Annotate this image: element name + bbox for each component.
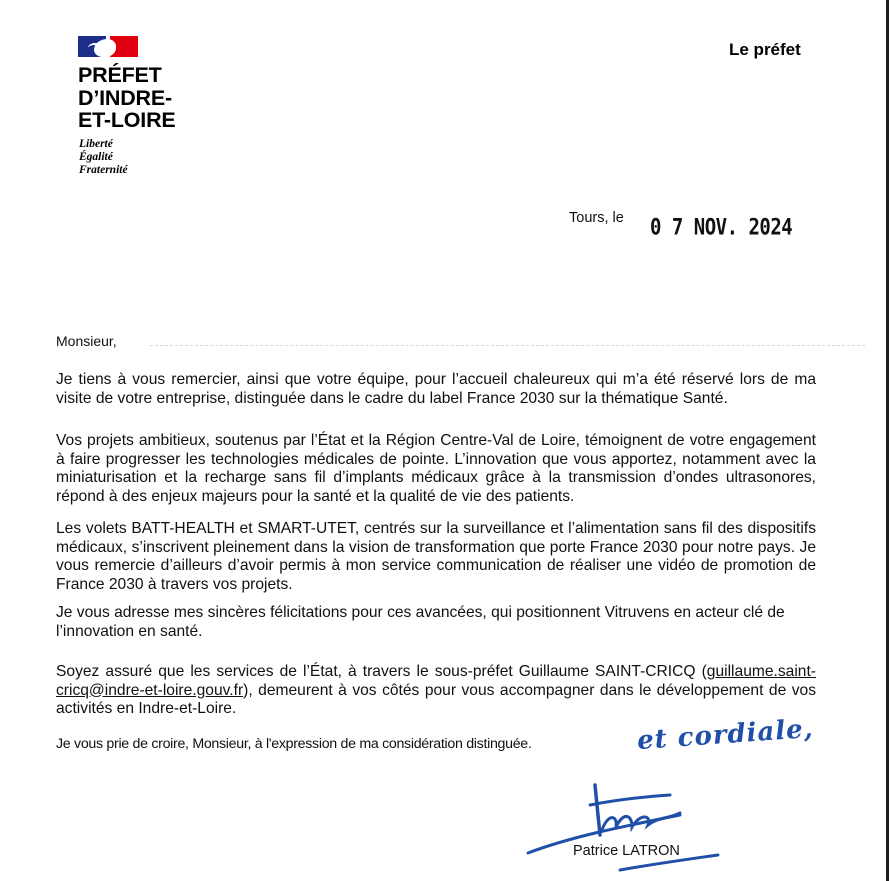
paragraph: Je tiens à vous remercier, ainsi que votre équipe, pour l’accueil chaleureux qui m’a été réservé lors de ma visite de votre entreprise, distinguée dans le cadre du label France 2030 sur la thématique Santé. xyxy=(56,371,816,407)
institution-line: ET-LOIRE xyxy=(78,108,176,132)
institution-line: PRÉFET xyxy=(78,63,162,87)
paragraph-text: Soyez assuré que les services de l’État, à travers le sous-préfet Guillaume SAINT-CRICQ ( xyxy=(56,663,707,680)
salutation: Monsieur, xyxy=(56,333,117,349)
dateline-place: Tours, le xyxy=(569,210,624,226)
institution-line: D’INDRE- xyxy=(78,85,172,110)
signer-name: Patrice LATRON xyxy=(573,843,680,859)
handwritten-addition: et cordiale, xyxy=(636,713,815,757)
paragraph-contact xyxy=(56,663,816,719)
institution-name xyxy=(78,64,176,132)
paragraph: Les volets BATT-HEALTH et SMART-UTET, centrés sur la surveillance et l’alimentation sans fil des dispositifs médicaux, s’inscrivent pleinement dans la vision de transformation que porte France 2030 pour notre pays. Je vous remercie d’ailleurs d’avoir permis à mon service communication de réaliser une vidéo de promotion de France 2030 à travers vos projets. xyxy=(56,520,816,593)
fold-line xyxy=(150,345,865,347)
motto-line: Égalité xyxy=(79,151,113,163)
email-link[interactable]: guillaume.saint-cricq@indre-et-loire.gouv.fr xyxy=(56,663,816,699)
closing-formula: Je vous prie de croire, Monsieur, à l'expression de ma considération distinguée. xyxy=(56,736,532,752)
republic-motto xyxy=(79,138,128,177)
paragraph: Vos projets ambitieux, soutenus par l’État et la Région Centre-Val de Loire, témoignent de votre engagement à faire progresser les technologies médicales de pointe. L’innovation que vous apportez, notamment avec la miniaturisation et la recharge sans fil d’implants médicaux grâce à la transmission d’ondes ultrasonores, répond à des enjeux majeurs pour la santé et la qualité de vie des patients. xyxy=(56,432,816,505)
signature-stroke xyxy=(590,795,670,805)
signature-stroke xyxy=(595,785,600,835)
marianne-flag-icon xyxy=(78,36,138,57)
paragraph-text: ), demeurent à vos côtés pour vous accompagner dans le développement de vos activités en Indre-et-Loire. xyxy=(56,681,816,717)
date-stamp: 0 7 NOV. 2024 xyxy=(650,215,793,241)
handwritten-signature-icon xyxy=(520,775,720,875)
motto-line: Liberté xyxy=(79,138,113,150)
scan-edge-border xyxy=(886,0,889,881)
motto-line: Fraternité xyxy=(79,164,128,176)
paragraph: Je vous adresse mes sincères félicitations pour ces avancées, qui positionnent Vitruvens en acteur clé de l’innovation en santé. xyxy=(56,604,785,640)
marianne-hair-line xyxy=(88,43,102,53)
sender-title: Le préfet xyxy=(729,40,801,59)
